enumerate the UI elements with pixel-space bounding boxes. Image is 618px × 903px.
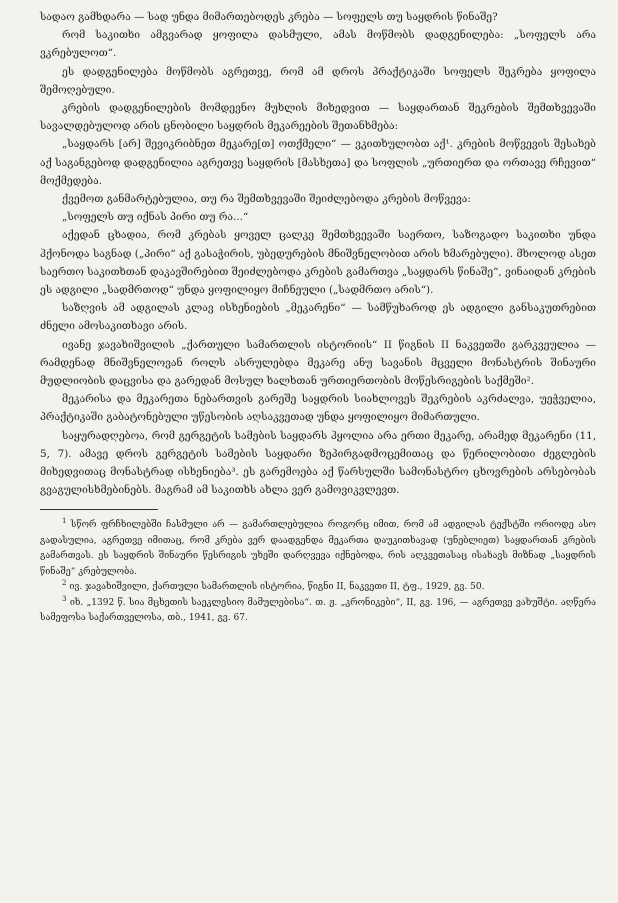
footnote-text: იხ. „1392 წ. სია მცხეთის საეკლესიო მამულებისა“. თ. ჟ. „კრონიკები“, II, გვ. 196, — აგრეთვე ვახუშტი. აღწერა სამეფოსა საქართველოსა, თბ., 1941, გვ. 67. <box>40 597 596 623</box>
paragraph: ქვემოთ განმარტებულია, თუ რა შემთხვევაში შეიძლებოდა კრების მოწვევა: <box>62 193 471 206</box>
footnote-separator <box>40 509 158 510</box>
paragraph: „სოფელს თუ იქნას პირი თუ რა...“ <box>62 211 249 224</box>
footnote-text: ივ. ჯავახიშვილი, ქართული სამართლის ისტორია, წიგნი II, ნაკვეთი II, ტფ., 1929, გვ. 50. <box>69 582 485 593</box>
footnote <box>40 596 596 627</box>
paragraph: „საყდარს [არ] შევიკრიბნეთ მეკარე[თ] ოთქმელი“ — ვკითხულობთ აქ¹. კრების მოწვევის შესახებ აქ საგანგებოდ დადგენილია აგრეთვე საყდრის [მასხეთა] და სოფლის „ურთიერთ და ორთავე რჩევით“ მოქმედება. <box>40 138 596 187</box>
paragraph: აქედან ცხადია, რომ კრებას ყოველ ცალკე შემთხვევაში საერთო, საზოგადო საკითხი უნდა ჰქონოდა საგნად („პირი“ აქ გასაჭირის, უბედურების მნიშვნელობით არის ხმარებული). მხოლოდ ასეთ საერთო საკითხთან დაკავშირებით შეიძლებოდა კრების გამართვა „საყდარს წინაშე“, ვინაიდან კრების ეს ადგილი „სადმრთოდ“ უნდა ყოფილიყო მიჩნეული („სადმრთო არის“). <box>40 229 596 297</box>
footnote-mark: 2 <box>62 579 67 588</box>
footnotes <box>40 518 596 626</box>
footnote <box>40 518 596 580</box>
paragraph: ეს დადგენილება მოწმობს აგრეთვე, რომ ამ დროს პრაქტიკაში სოფელს შეკრება ყოფილა შემოღებული. <box>40 65 596 96</box>
paragraph: საზღვის ამ ადგილას კლავ ისხენიების „მეკარენი“ — სამწუხაროდ ეს ადგილი განსაკუთრებით ძნელი ამოსაკითხავი არის. <box>40 302 596 333</box>
footnote-text: სწორ ფრჩხილებში ჩასმული არ — გამართლებულია როგორც იმით, რომ ამ ადგილას ტექსტში ორიოდე ასო გადასულია, აგრეთვე იმითაც, რომ კრება ვერ დაადგენდა მეკართა დაუკითხავად (უნებლიეთ) საყდართან კრების გამართვას. ეს საყდრის შინაური წესრიგის უხეში დარღვევა იქნებოდა, რის აღკვეთასაც ისახავს მიზნად „საყდრის წინაშე“ კრებულობა. <box>40 520 596 577</box>
paragraph: სადაო გამხდარა — სად უნდა მიმართებოდეს კრება — სოფელს თუ საყდრის წინაშე? <box>40 11 498 23</box>
paragraph: კრების დადგენილების მომდევნო მუხლის მიხედვით — საყდართან შეკრების შემთხვევაში სავალდებულოდ არის ცნობილი საყდრის მეკარეების შეთანხმება: <box>40 102 596 133</box>
paragraph: ივანე ჯავახიშვილის „ქართული სამართლის ისტორიის“ II წიგნის II ნაკვეთში გარკვეულია — რამდენად მნიშვნელოვან როლს ასრულებდა მეკარე ანუ სავანის მცველი მონასტრის შინაური მუდლიობის დაცვისა და გარედან მოსულ ხალხთან ურთიერთობის მოწესრიგების საქმეში². <box>40 338 596 388</box>
paragraph: მეკარისა და მეკარეთა ნებართვის გარეშე საყდრის სიახლოვეს შეკრების აკრძალვა, უეჭველია, პრაქტიკაში გაბატონებული უწესობის აღსაკვეთად უნდა ყოფილიყო მიმართული. <box>40 393 596 424</box>
paragraph: რომ საკითხი ამგვარად ყოფილა დასმული, ამას მოწმობს დადგენილება: „სოფელს არა ვკრებულოთ“. <box>40 29 596 60</box>
body-text <box>40 8 596 499</box>
footnote-mark: 3 <box>62 594 67 603</box>
paragraph: საყურადღებოა, რომ გერგეტის სამების საყდარს ჰყოლია არა ერთი მეკარე, არამედ მეკარენი (11, 5, 7). ამავე დროს გერგეტის სამების საყდარი ზეპირგადმოცემითაც და წერილობითი ძეგლების მიხედვითაც მონასტრად ისხენიება³. ეს გარემოება აქ წარსულში სამონასტრო ცხოვრების არსებობას გვაგულისხმებინებს. მაგრამ ამ საკითხს ახლა ვერ გამოვიკვლევთ. <box>40 429 596 497</box>
footnote-mark: 1 <box>62 517 67 526</box>
footnote <box>40 580 596 595</box>
